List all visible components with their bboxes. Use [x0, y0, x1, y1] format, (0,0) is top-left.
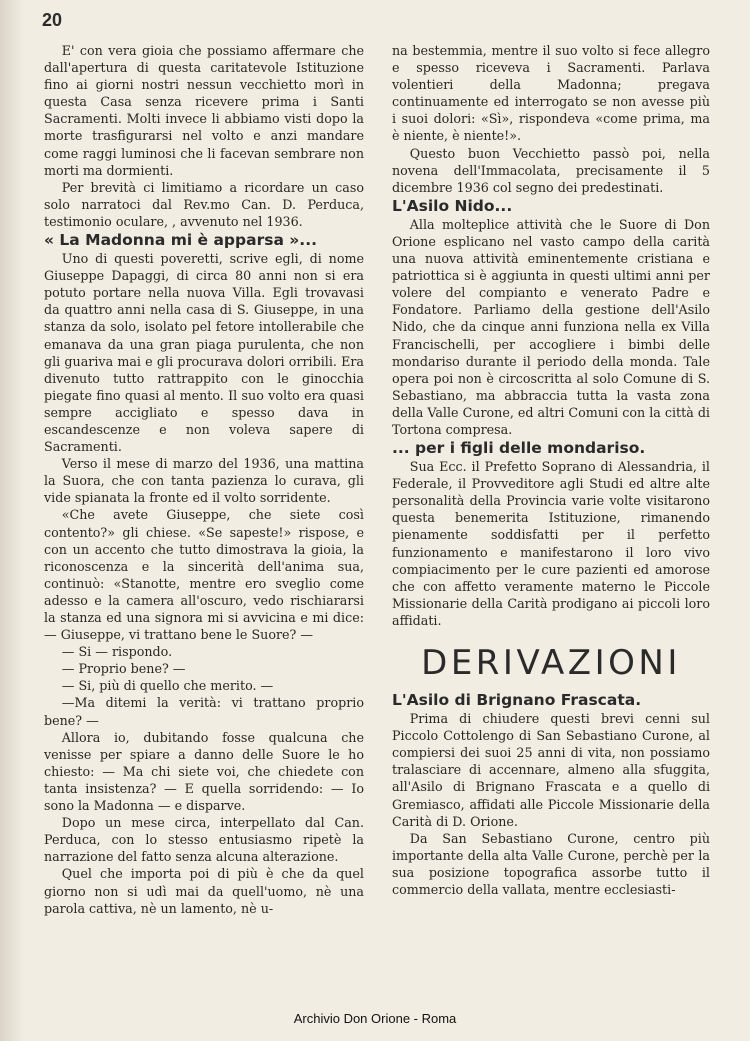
brignano-paragraph-1: Prima di chiudere questi brevi cenni sul Piccolo Cottolengo di San Sebastiano Curone, al compiersi dei suoi 25 anni di vita, non possiamo tralasciare di accennare, almeno alla sfuggita, all'Asilo di Brignano Frascata e a quello di Gremiasco, affidati alle Piccole Missionarie della Carità di D. Orione.: [392, 711, 710, 829]
continuation-paragraph-2: Questo buon Vecchietto passò poi, nella novena dell'Immacolata, precisamente il 5 dicembre 1936 col segno dei predestinati.: [392, 145, 710, 195]
madonna-paragraph-5: Dopo un mese circa, interpellato dal Can. Perduca, con lo stesso entusiasmo ripetè la narrazione del fatto senza alcuna alterazione.: [44, 815, 364, 865]
figli-paragraph-1: Sua Ecc. il Prefetto Soprano di Alessandria, il Federale, il Provveditore agli Studi ed altre alte personalità della Provincia varie volte visitarono questa benemerita Istituzione, rimanendo pienamente soddisfatti per il perfetto funzionamento e manifestarono il loro vivo compiacimento per le cure pazienti ed amorose che con affetto veramente materno le Piccole Missionarie della Carità prodigano ai piccoli loro affidati.: [392, 459, 710, 628]
page-number: 20: [42, 10, 63, 30]
dialog-line-2: — Proprio bene? —: [61, 661, 186, 677]
intro-paragraph-1: E' con vera gioia che possiamo affermare che dall'apertura di questa caritatevole Istituzione fino ai giorni nostri nessun vecchietto morì in questa Casa senza ricevere prima i Santi Sacramenti. Molti invece li abbiamo visti dopo la morte trasfigurarsi nel volto e anzi mandare come raggi luminosi che li facevan sembrare non morti ma dormienti.: [44, 43, 364, 178]
brignano-paragraph-2: Da San Sebastiano Curone, centro più importante della alta Valle Curone, perchè per la sua posizione topografica assorbe tutto il commercio della vallata, mentre ecclesiasti-: [392, 830, 710, 898]
archive-footer: Archivio Don Orione - Roma: [293, 1011, 457, 1026]
heading-madonna: « La Madonna mi è apparsa »...: [44, 231, 317, 250]
continuation-paragraph-1: na bestemmia, mentre il suo volto si fece allegro e spesso riceveva i Sacramenti. Parlava volentieri della Madonna; pregava continuamente ed interrogato se non avesse più i suoi dolori: «Sì», rispondeva «come prima, ma è niente, è niente!».: [392, 43, 710, 144]
heading-figli-mondariso: ... per i figli delle mondariso.: [392, 439, 646, 458]
asilo-paragraph-1: Alla molteplice attività che le Suore di Don Orione esplicano nel vasto campo della carità una nuova attività eminentemente cristiana e patriottica si è aggiunta in questi ultimi anni per volere del compianto e venerato Padre e Fondatore. Parliamo della gestione dell'Asilo Nido, che da cinque anni funziona nella ex Villa Francischelli, per accogliere i bimbi delle mondariso durante il periodo della monda. Tale opera poi non è circoscritta al solo Comune di S. Sebastiano, ma abbraccia tutta la vasta zona della Valle Curone, ed altri Comuni con la città di Tortona compresa.: [392, 216, 710, 437]
madonna-paragraph-3: «Che avete Giuseppe, che siete così contento?» gli chiese. «Se sapeste!» rispose, e con un accento che tutto dimostrava la gioia, la riconoscenza e la sincerità dell'anima sua, continuò: «Stanotte, mentre ero sveglio come adesso e la camera all'oscuro, vedo rischiararsi la stanza ed una signora mi si avvicina e mi dice: — Giuseppe, vi trattano bene le Suore? —: [44, 507, 364, 643]
dialog-line-3: — Si, più di quello che merito. —: [61, 678, 274, 694]
madonna-paragraph-1: Uno di questi poveretti, scrive egli, di nome Giuseppe Dapaggi, di circa 80 anni non si era potuto portare nella nuova Villa. Egli trovavasi da quattro anni nella casa di S. Giuseppe, in una stanza da solo, isolato pel fetore intollerabile che emanava da una gran piaga purulenta, che non gli guariva mai e gli procurava dolori orribili. Era divenuto tutto rattrappito con le ginocchia piegate fino quasi al mento. Il suo volto era quasi sempre accigliato e spesso dava in escandescenze e non voleva sapere di Sacramenti.: [44, 251, 364, 455]
left-column: [44, 42, 364, 917]
intro-paragraph-2: Per brevità ci limitiamo a ricordare un caso solo narratoci dal Rev.mo Can. D. Perduca, testimonio oculare, , avvenuto nel 1936.: [44, 179, 364, 229]
heading-asilo-brignano: L'Asilo di Brignano Frascata.: [392, 691, 642, 710]
dialog-line-1: — Si — rispondo.: [61, 644, 173, 660]
heading-derivazioni: DERIVAZIONI: [421, 643, 681, 683]
heading-asilo-nido: L'Asilo Nido...: [392, 196, 513, 215]
right-column: [392, 42, 710, 898]
dialog-line-4: —Ma ditemi la verità: vi trattano proprio bene? —: [44, 695, 364, 728]
page-fold-shadow: [0, 0, 24, 1041]
madonna-paragraph-6: Quel che importa poi di più è che da quel giorno non si udì mai da quell'uomo, nè una parola cattiva, nè un lamento, nè u-: [44, 866, 364, 916]
madonna-paragraph-2: Verso il mese di marzo del 1936, una mattina la Suora, che con tanta pazienza lo curava, gli vide spianata la fronte ed il volto sorridente.: [44, 456, 364, 506]
madonna-paragraph-4: Allora io, dubitando fosse qualcuna che venisse per spiare a danno delle Suore le ho chiesto: — Ma chi siete voi, che chiedete con tanta insistenza? — E quella sorridendo: — Io sono la Madonna — e disparve.: [44, 729, 364, 814]
